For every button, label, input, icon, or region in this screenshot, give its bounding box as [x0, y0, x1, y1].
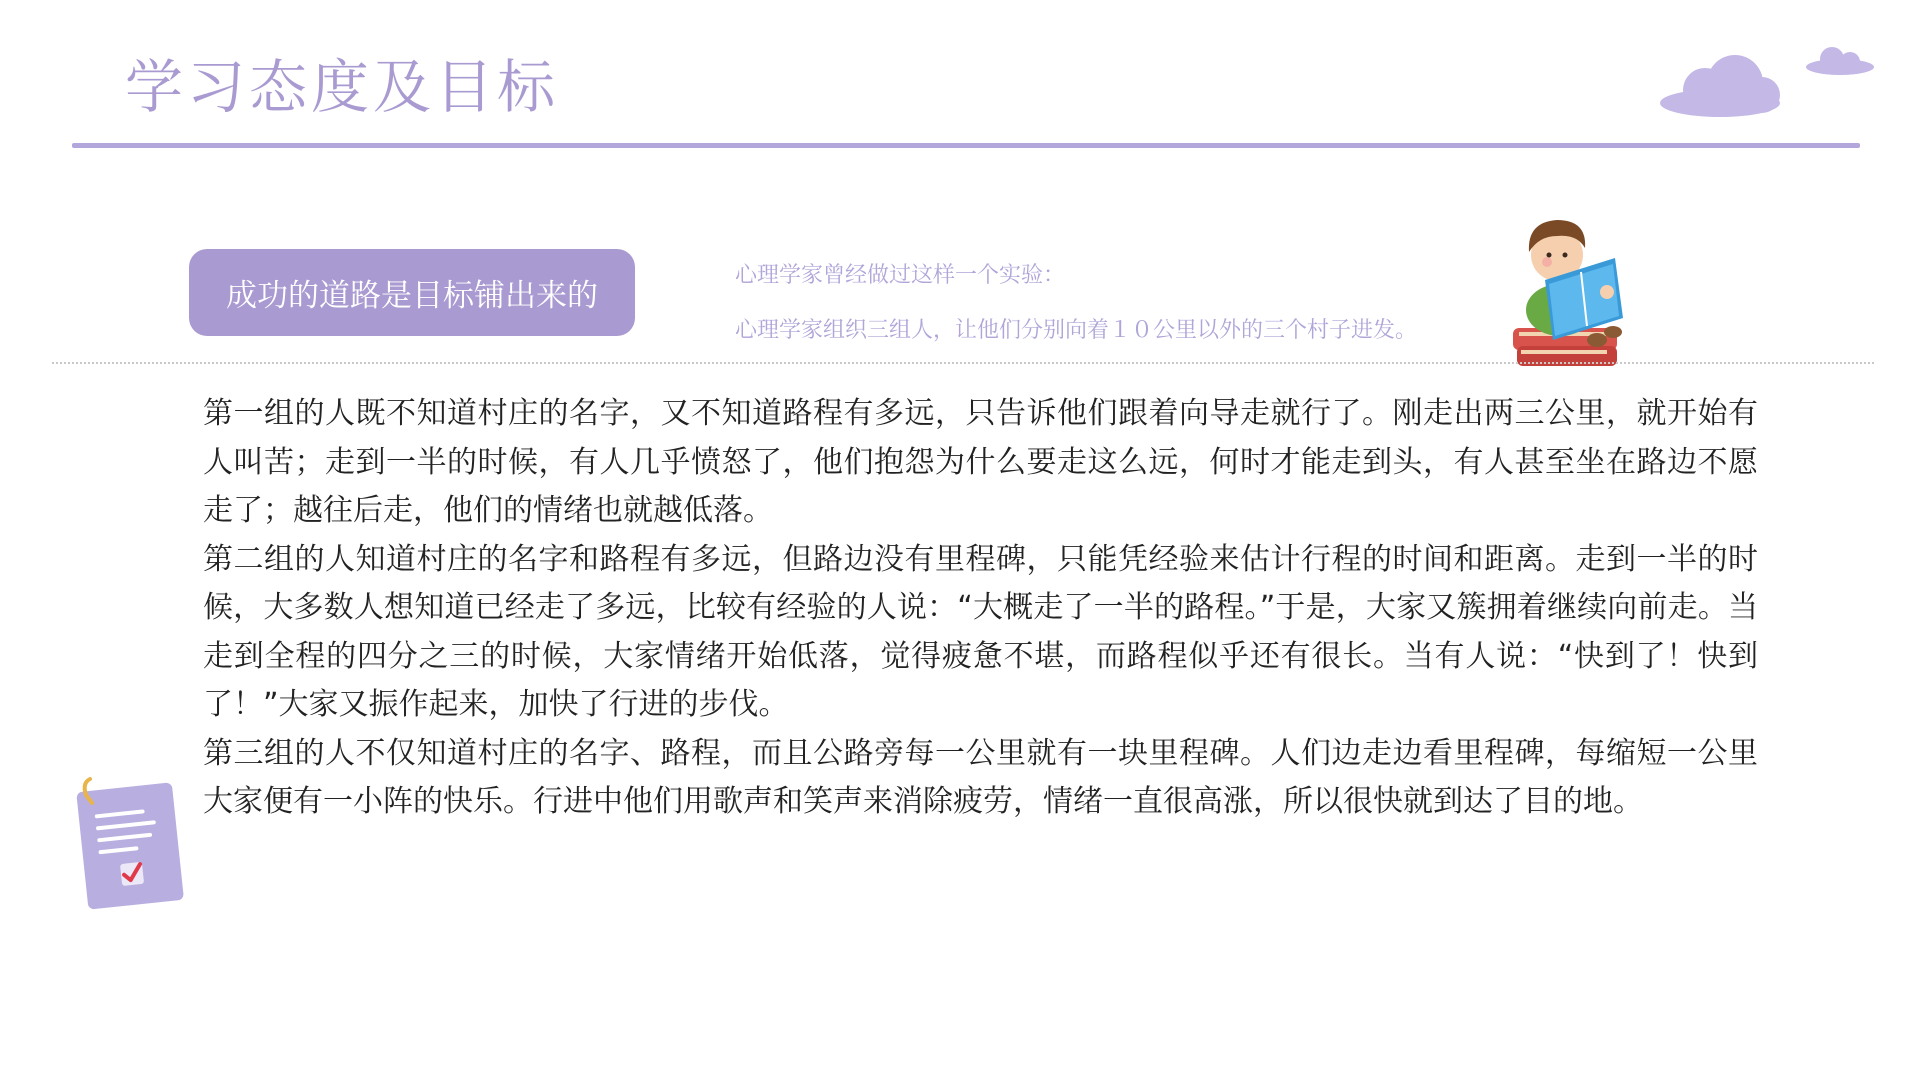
intro-line-1: 心理学家曾经做过这样一个实验： — [735, 263, 1066, 288]
story-paragraph-3: 第三组的人不仅知道村庄的名字、路程，而且公路旁每一公里就有一块里程碑。人们边走边看里程碑，每缩短一公里大家便有一小阵的快乐。行进中他们用歌声和笑声来消除疲劳，情绪一直很高涨，所以很快就到达了目的地。 — [203, 735, 1758, 819]
story-paragraph-1: 第一组的人既不知道村庄的名字，又不知道路程有多远，只告诉他们跟着向导走就行了。刚走出两三公里，就开始有人叫苦；走到一半的时候，有人几乎愤怒了，他们抱怨为什么要走这么远，何时才能走到头，有人甚至坐在路边不愿走了；越往后走，他们的情绪也就越低落。 — [203, 396, 1758, 528]
boy-reading-illustration — [1505, 200, 1635, 375]
section-divider — [52, 362, 1874, 364]
page-title: 学习态度及目标 — [125, 53, 560, 121]
intro-line-2: 心理学家组织三组人，让他们分别向着１０公里以外的三个村子进发。 — [735, 318, 1418, 343]
story-paragraph-2: 第二组的人知道村庄的名字和路程有多远，但路边没有里程碑，只能凭经验来估计行程的时间和距离。走到一半的时候，大多数人想知道已经走了多远，比较有经验的人说：“大概走了一半的路程。”于是，大家又簇拥着继续向前走。当走到全程的四分之三的时候，大家情绪开始低落，觉得疲惫不堪，而路程似乎还有很长。当有人说：“快到了！快到了！”大家又振作起来，加快了行进的步伐。 — [203, 541, 1758, 722]
clipboard-check-icon — [70, 775, 190, 915]
story-text — [203, 390, 1758, 827]
cloud-icon — [1650, 45, 1880, 125]
highlight-label: 成功的道路是目标铺出来的 — [189, 249, 635, 336]
title-underline — [72, 143, 1860, 148]
